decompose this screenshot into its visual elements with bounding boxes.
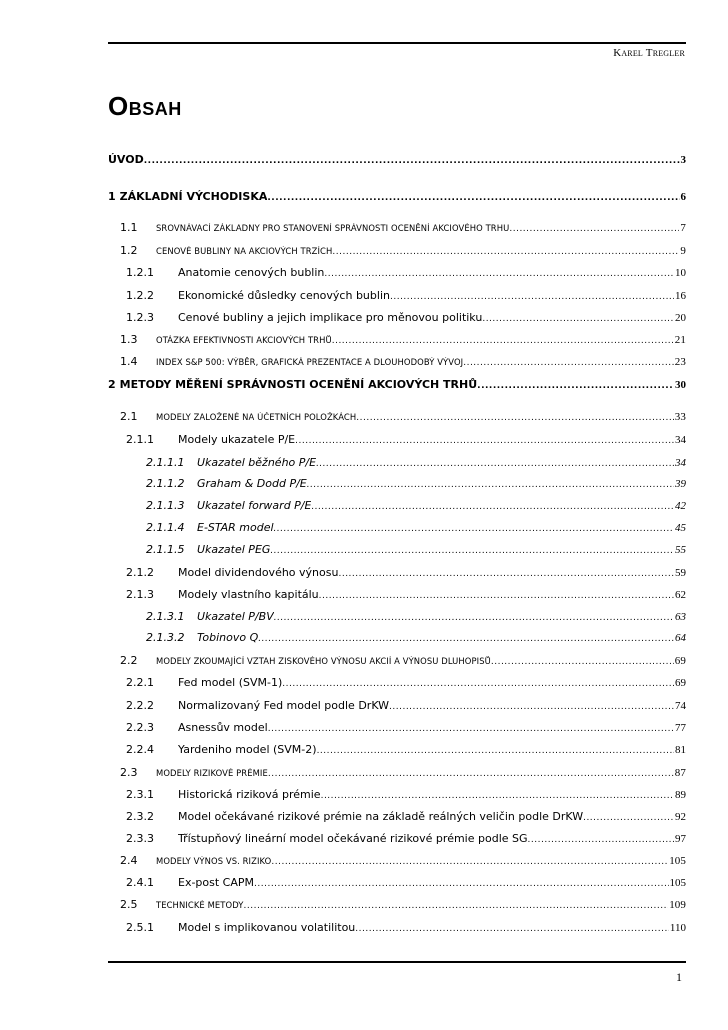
toc-entry-title: Model dividendového výnosu	[178, 566, 339, 579]
toc-entry-page: 7	[680, 222, 686, 234]
toc-entry-number: 2.5.1	[126, 921, 154, 934]
toc-leader-dots	[583, 813, 674, 823]
toc-leader-dots	[355, 924, 669, 934]
toc-entry-title: CENOVÉ BUBLINY NA AKCIOVÝCH TRZÍCH	[156, 246, 333, 256]
toc-entry-number: 2.1.1.2	[146, 477, 185, 490]
toc-entry-page: 64	[675, 632, 686, 644]
toc-entry-page: 81	[675, 744, 686, 756]
toc-entry-number: 2.3.3	[126, 832, 154, 845]
toc-entry-number: 1.3	[120, 333, 138, 346]
toc-entry-title: Tobinovo Q	[197, 631, 259, 644]
toc-entry[interactable]	[108, 832, 686, 848]
toc-entry-title: Normalizovaný Fed model podle DrKW	[178, 699, 390, 712]
toc-leader-dots	[295, 436, 674, 446]
toc-entry-title: E-STAR model	[197, 521, 274, 534]
toc-entry-page: 97	[675, 833, 686, 845]
toc-entry-title: ZÁKLADNÍ VÝCHODISKA	[119, 190, 268, 203]
toc-entry[interactable]	[108, 410, 686, 426]
toc-entry[interactable]	[108, 631, 686, 647]
toc-leader-dots	[316, 459, 674, 469]
toc-entry-title: Fed model (SVM-1)	[178, 676, 283, 689]
toc-entry-page: 10	[675, 267, 686, 279]
toc-entry-page: 69	[674, 655, 686, 667]
toc-entry-title: MODELY RIZIKOVÉ PRÉMIE	[156, 768, 268, 778]
toc-entry-page: 45	[675, 522, 686, 534]
toc-entry-page: 62	[675, 589, 686, 601]
toc-entry[interactable]	[108, 788, 686, 804]
toc-entry-number: 2.1.1	[126, 433, 154, 446]
toc-entry-number: 1.2.2	[126, 289, 154, 302]
toc-entry-number: 2	[108, 378, 116, 391]
toc-entry-title: Model s implikovanou volatilitou	[178, 921, 356, 934]
toc-entry[interactable]	[108, 499, 686, 515]
toc-entry-page: 39	[675, 478, 686, 490]
toc-entry-page: 55	[675, 544, 686, 556]
toc-entry-title: Ukazatel forward P/E	[197, 499, 312, 512]
toc-entry[interactable]	[108, 456, 686, 472]
footer-rule	[108, 961, 686, 963]
toc-entry-page: 33	[674, 411, 686, 423]
toc-leader-dots	[332, 247, 679, 257]
toc-leader-dots	[477, 381, 674, 391]
toc-leader-dots	[244, 901, 669, 911]
toc-entry[interactable]	[108, 543, 686, 559]
toc-entry-page: 34	[675, 434, 686, 446]
toc-entry-title: MODELY ZKOUMAJÍCÍ VZTAH ZISKOVÉHO VÝNOSU AKCIÍ A VÝNOSU DLUHOPISŮ	[156, 656, 491, 666]
toc-entry[interactable]	[108, 898, 686, 914]
toc-entry[interactable]	[108, 477, 686, 493]
toc-leader-dots	[389, 702, 674, 712]
toc-entry-title: Historická riziková prémie	[178, 788, 321, 801]
toc-entry-page: 92	[675, 811, 686, 823]
toc-leader-dots	[528, 835, 674, 845]
footer-page-number: 1	[676, 970, 682, 984]
toc-entry-number: 2.1.1.4	[146, 521, 185, 534]
toc-leader-dots	[274, 613, 674, 623]
toc-entry-number: 1.2	[120, 244, 138, 257]
toc-entry-page: 30	[675, 379, 686, 391]
toc-entry[interactable]	[108, 810, 686, 826]
toc-entry[interactable]	[108, 699, 686, 715]
toc-entry-title: Model očekávané rizikové prémie na základě reálných veličin podle DrKW	[178, 810, 584, 823]
toc-leader-dots	[311, 502, 674, 512]
toc-entry[interactable]	[108, 311, 686, 327]
toc-leader-dots	[356, 413, 674, 423]
toc-leader-dots	[267, 193, 679, 203]
toc-entry-title: Yardeniho model (SVM-2)	[178, 743, 317, 756]
toc-leader-dots	[463, 358, 674, 368]
toc-entry-title: MODELY ZALOŽENÉ NA ÚČETNÍCH POLOŽKÁCH	[156, 412, 357, 422]
toc-entry-number: 1	[108, 190, 116, 203]
toc-leader-dots	[338, 569, 674, 579]
toc-entry[interactable]	[108, 355, 686, 371]
toc-entry-number: 2.1.2	[126, 566, 154, 579]
toc-entry-title: OTÁZKA EFEKTIVNOSTI AKCIOVÝCH TRHŮ	[156, 335, 332, 345]
toc-leader-dots	[307, 480, 674, 490]
toc-leader-dots	[270, 546, 674, 556]
toc-entry-page: 69	[675, 677, 686, 689]
toc-entry[interactable]	[108, 566, 686, 582]
toc-entry-page: 89	[675, 789, 686, 801]
toc-leader-dots	[491, 657, 674, 667]
toc-entry[interactable]	[108, 433, 686, 449]
toc-entry[interactable]	[108, 333, 686, 349]
toc-entry-title: ÚVOD	[108, 153, 144, 166]
toc-entry[interactable]	[108, 153, 686, 169]
toc-leader-dots	[144, 156, 680, 166]
toc-entry-page: 16	[675, 290, 686, 302]
toc-leader-dots	[274, 524, 674, 534]
toc-entry-page: 74	[675, 700, 686, 712]
toc-entry-number: 2.2	[120, 654, 138, 667]
toc-entry-title: Anatomie cenových bublin	[178, 266, 325, 279]
toc-entry-title: Ukazatel PEG	[197, 543, 271, 556]
toc-entry-title: Graham & Dodd P/E	[197, 477, 307, 490]
toc-entry-number: 2.1.1.5	[146, 543, 185, 556]
page-title: Obsah	[108, 91, 182, 121]
toc-entry-number: 2.3.1	[126, 788, 154, 801]
toc-entry-title: SROVNÁVACÍ ZÁKLADNY PRO STANOVENÍ SPRÁVNOSTI OCENĚNÍ AKCIOVÉHO TRHU	[156, 223, 510, 233]
toc-leader-dots	[332, 336, 674, 346]
toc-entry-number: 2.2.1	[126, 676, 154, 689]
toc-entry[interactable]	[108, 221, 686, 237]
toc-entry-title: MODELY VÝNOS VS. RIZIKO	[156, 856, 272, 866]
header-author: Karel Tregler	[613, 47, 685, 59]
toc-entry[interactable]	[108, 721, 686, 737]
toc-entry-page: 3	[680, 154, 686, 166]
toc-entry[interactable]	[108, 378, 686, 394]
toc-entry-number: 2.1	[120, 410, 138, 423]
toc-entry[interactable]	[108, 921, 686, 937]
toc-entry-title: Třístupňový lineární model očekávané rizikové prémie podle SG	[178, 832, 528, 845]
toc-entry-page: 87	[674, 767, 686, 779]
toc-entry-page: 21	[674, 334, 686, 346]
toc-entry-page: 6	[680, 191, 686, 203]
toc-entry-title: Ukazatel běžného P/E	[197, 456, 317, 469]
toc-entry-title: Ex-post CAPM	[178, 876, 255, 889]
toc-entry[interactable]	[108, 743, 686, 759]
toc-entry[interactable]	[108, 610, 686, 626]
toc-leader-dots	[482, 314, 674, 324]
toc-entry[interactable]	[108, 876, 686, 892]
toc-entry-page: 105	[669, 855, 686, 867]
toc-entry-page: 110	[669, 922, 686, 934]
toc-entry-page: 105	[669, 877, 686, 889]
toc-entry-number: 2.3	[120, 766, 138, 779]
toc-entry[interactable]	[108, 654, 686, 670]
toc-entry-page: 34	[675, 457, 686, 469]
toc-leader-dots	[509, 224, 679, 234]
toc-entry-number: 2.1.1.1	[146, 456, 185, 469]
toc-entry-number: 2.2.3	[126, 721, 154, 734]
toc-entry-number: 2.1.3.2	[146, 631, 185, 644]
toc-entry[interactable]	[108, 266, 686, 282]
toc-entry-page: 63	[675, 611, 686, 623]
toc-entry-page: 23	[674, 356, 686, 368]
toc-entry-number: 2.2.4	[126, 743, 154, 756]
toc-leader-dots	[282, 679, 674, 689]
toc-leader-dots	[390, 292, 674, 302]
toc-entry-title: Cenové bubliny a jejich implikace pro měnovou politiku	[178, 311, 483, 324]
toc-leader-dots	[321, 791, 674, 801]
toc-leader-dots	[258, 634, 674, 644]
toc-entry-number: 2.5	[120, 898, 138, 911]
toc-entry-page: 77	[675, 722, 686, 734]
toc-entry-number: 2.1.3	[126, 588, 154, 601]
toc-leader-dots	[317, 746, 674, 756]
toc-entry-number: 2.4.1	[126, 876, 154, 889]
toc-entry[interactable]	[108, 190, 686, 206]
toc-entry-page: 59	[675, 567, 686, 579]
toc-entry-number: 2.2.2	[126, 699, 154, 712]
toc-entry[interactable]	[108, 588, 686, 604]
toc-entry-number: 2.3.2	[126, 810, 154, 823]
toc-entry-number: 1.2.3	[126, 311, 154, 324]
toc-entry-number: 2.1.3.1	[146, 610, 185, 623]
toc-entry[interactable]	[108, 854, 686, 870]
toc-leader-dots	[268, 724, 674, 734]
toc-leader-dots	[254, 879, 668, 889]
toc-entry-title: Asnessův model	[178, 721, 268, 734]
toc-entry[interactable]	[108, 244, 686, 260]
toc-entry-page: 109	[669, 899, 686, 911]
toc-entry-page: 42	[675, 500, 686, 512]
toc-entry-number: 2.4	[120, 854, 138, 867]
header-rule	[108, 42, 686, 44]
toc-entry-title: METODY MĚŘENÍ SPRÁVNOSTI OCENĚNÍ AKCIOVÝCH TRHŮ	[119, 378, 478, 391]
toc-entry-number: 1.2.1	[126, 266, 154, 279]
toc-entry-title: Modely vlastního kapitálu	[178, 588, 319, 601]
toc-entry-number: 2.1.1.3	[146, 499, 185, 512]
toc-entry-title: Ukazatel P/BV	[197, 610, 274, 623]
toc-leader-dots	[319, 591, 674, 601]
toc-leader-dots	[324, 269, 674, 279]
toc-entry-title: INDEX S&P 500: VÝBĚR, GRAFICKÁ PREZENTACE A DLOUHODOBÝ VÝVOJ	[156, 357, 464, 367]
toc-entry-page: 20	[675, 312, 686, 324]
toc-entry-title: Ekonomické důsledky cenových bublin	[178, 289, 390, 302]
toc-entry-page: 9	[680, 245, 686, 257]
toc-entry-title: TECHNICKÉ METODY	[156, 900, 244, 910]
toc-entry-number: 1.1	[120, 221, 138, 234]
toc-leader-dots	[268, 769, 674, 779]
toc-entry[interactable]	[108, 766, 686, 782]
toc-entry[interactable]	[108, 289, 686, 305]
toc-entry-number: 1.4	[120, 355, 138, 368]
toc-leader-dots	[271, 857, 668, 867]
toc-entry-title: Modely ukazatele P/E	[178, 433, 296, 446]
toc-entry[interactable]	[108, 521, 686, 537]
toc-entry[interactable]	[108, 676, 686, 692]
